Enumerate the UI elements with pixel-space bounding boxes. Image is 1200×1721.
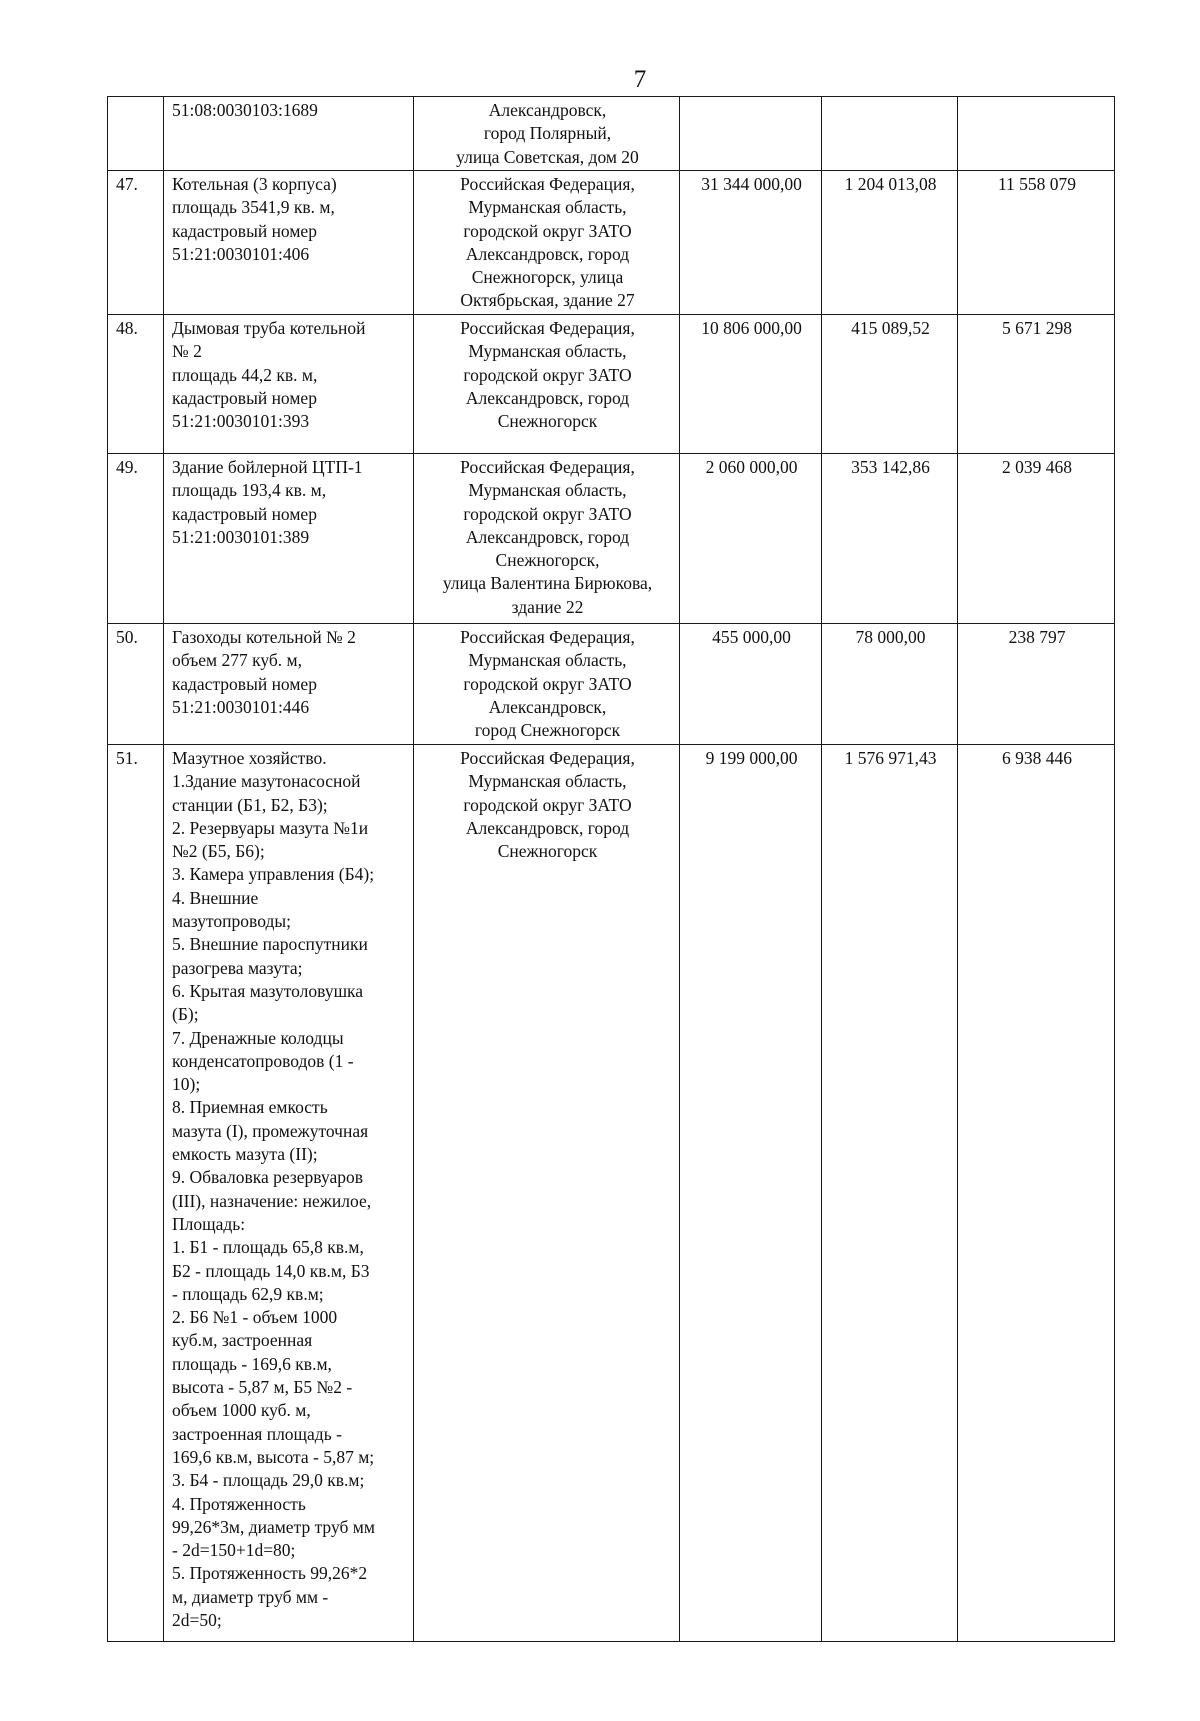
description-line: 169,6 кв.м, высота - 5,87 м; — [172, 1446, 375, 1467]
description-line: №2 (Б5, Б6); — [172, 841, 265, 862]
address-line: здание 22 — [511, 596, 584, 617]
value-2: 78 000,00 — [822, 624, 958, 745]
address-line: Александровск, город — [465, 817, 630, 838]
row-number: 49. — [108, 454, 164, 624]
object-address — [414, 315, 680, 454]
value-3: 2 039 468 — [958, 454, 1115, 624]
object-description — [164, 454, 414, 624]
table-row — [108, 171, 1115, 315]
table-row — [108, 745, 1115, 1642]
description-line: 4. Внешние — [172, 887, 259, 908]
description-line: застроенная площадь - — [172, 1423, 342, 1444]
row-number: 50. — [108, 624, 164, 745]
description-line: 5. Протяженность 99,26*2 — [172, 1563, 368, 1584]
address-line: Снежногорск — [497, 841, 598, 862]
description-line: 51:21:0030101:389 — [172, 526, 310, 547]
description-line: объем 277 куб. м, — [172, 650, 302, 671]
description-line: 3. Б4 - площадь 29,0 кв.м; — [172, 1470, 365, 1491]
address-line: Мурманская область, — [468, 650, 627, 671]
table-row — [108, 454, 1115, 624]
object-address — [414, 624, 680, 745]
address-line: Александровск, — [488, 696, 607, 717]
description-line: мазутопроводы; — [172, 911, 291, 932]
address-line: улица Валентина Бирюкова, — [442, 573, 653, 594]
description-line: объем 1000 куб. м, — [172, 1400, 311, 1421]
value-1: 10 806 000,00 — [680, 315, 822, 454]
description-line: 1.Здание мазутонасосной — [172, 771, 361, 792]
value-3: 6 938 446 — [958, 745, 1115, 1642]
description-line: 7. Дренажные колодцы — [172, 1027, 344, 1048]
description-line: кадастровый номер — [172, 673, 317, 694]
value-2: 415 089,52 — [822, 315, 958, 454]
description-line: 2d=50; — [172, 1609, 222, 1630]
table-row — [108, 315, 1115, 454]
address-line: Российская Федерация, — [460, 748, 635, 768]
description-line: 5. Внешние пароспутники — [172, 934, 368, 955]
address-line: Снежногорск — [497, 411, 598, 432]
object-description — [164, 624, 414, 745]
object-address — [414, 454, 680, 624]
object-address — [414, 745, 680, 1642]
property-table — [107, 96, 1115, 1642]
description-line: емкость мазута (II); — [172, 1144, 318, 1165]
description-line: высота - 5,87 м, Б5 №2 - — [172, 1377, 353, 1398]
address-line: Снежногорск, улица — [471, 267, 624, 288]
address-line: Мурманская область, — [468, 341, 627, 362]
description-line: 3. Камера управления (Б4); — [172, 864, 375, 885]
value-3: 5 671 298 — [958, 315, 1115, 454]
value-1: 2 060 000,00 — [680, 454, 822, 624]
description-line: 51:21:0030101:406 — [172, 243, 310, 264]
address-line: Российская Федерация, — [460, 318, 635, 338]
description-line: куб.м, застроенная — [172, 1330, 313, 1351]
value-3: 11 558 079 — [958, 171, 1115, 315]
description-line: Здание бойлерной ЦТП-1 — [172, 457, 363, 477]
address-line: Александровск, город — [465, 243, 630, 264]
description-line: кадастровый номер — [172, 503, 317, 524]
value-1: 9 199 000,00 — [680, 745, 822, 1642]
object-description — [164, 745, 414, 1642]
description-line: 51:21:0030101:446 — [172, 696, 310, 717]
description-line: станции (Б1, Б2, Б3); — [172, 794, 328, 815]
description-line: 4. Протяженность — [172, 1493, 306, 1514]
address-line: Российская Федерация, — [460, 627, 635, 647]
value-3: 238 797 — [958, 624, 1115, 745]
value-2 — [822, 97, 958, 171]
description-line: Площадь: — [172, 1213, 246, 1234]
value-2: 1 576 971,43 — [822, 745, 958, 1642]
address-line: Александровск, город — [465, 526, 630, 547]
address-line: Снежногорск, — [495, 550, 600, 571]
value-2: 353 142,86 — [822, 454, 958, 624]
description-line: - площадь 62,9 кв.м; — [172, 1283, 324, 1304]
value-1: 455 000,00 — [680, 624, 822, 745]
description-line: (III), назначение: нежилое, — [172, 1190, 372, 1211]
description-line: Б2 - площадь 14,0 кв.м, Б3 — [172, 1260, 370, 1281]
row-number: 47. — [108, 171, 164, 315]
description-line: разогрева мазута; — [172, 957, 303, 978]
value-1 — [680, 97, 822, 171]
address-line: городской округ ЗАТО — [463, 220, 632, 241]
address-line: Мурманская область, — [468, 197, 627, 218]
description-line: 8. Приемная емкость — [172, 1097, 328, 1118]
address-line: улица Советская, дом 20 — [456, 146, 639, 167]
description-line: м, диаметр труб мм - — [172, 1586, 329, 1607]
description-line: 9. Обваловка резервуаров — [172, 1167, 363, 1188]
description-line: мазута (I), промежуточная — [172, 1120, 369, 1141]
table-row — [108, 624, 1115, 745]
description-line: Газоходы котельной № 2 — [172, 627, 356, 647]
object-address — [414, 171, 680, 315]
description-line: Дымовая труба котельной — [172, 318, 366, 338]
object-address — [414, 97, 680, 171]
row-number: 48. — [108, 315, 164, 454]
address-line: городской округ ЗАТО — [463, 364, 632, 385]
object-description — [164, 315, 414, 454]
description-line: 99,26*3м, диаметр труб мм — [172, 1516, 375, 1537]
description-line: 10); — [172, 1074, 201, 1095]
description-line: 51:21:0030101:393 — [172, 411, 310, 432]
address-line: городской округ ЗАТО — [463, 503, 632, 524]
description-line: кадастровый номер — [172, 387, 317, 408]
address-line: Александровск, город — [465, 387, 630, 408]
description-line: площадь - 169,6 кв.м, — [172, 1353, 332, 1374]
description-line: площадь 44,2 кв. м, — [172, 364, 318, 385]
description-line: (Б); — [172, 1004, 199, 1025]
address-line: Мурманская область, — [468, 480, 627, 501]
address-line: Мурманская область, — [468, 771, 627, 792]
description-line: 51:08:0030103:1689 — [172, 100, 318, 120]
value-2: 1 204 013,08 — [822, 171, 958, 315]
address-line: Российская Федерация, — [460, 457, 635, 477]
description-line: 1. Б1 - площадь 65,8 кв.м, — [172, 1237, 364, 1258]
address-line: городской округ ЗАТО — [463, 794, 632, 815]
address-line: город Снежногорск — [474, 720, 621, 741]
description-line: конденсатопроводов (1 - — [172, 1050, 354, 1071]
description-line: площадь 193,4 кв. м, — [172, 480, 327, 501]
address-line: Российская Федерация, — [460, 174, 635, 194]
object-description — [164, 171, 414, 315]
description-line: - 2d=150+1d=80; — [172, 1540, 296, 1561]
address-line: городской округ ЗАТО — [463, 673, 632, 694]
description-line: кадастровый номер — [172, 220, 317, 241]
table-row — [108, 97, 1115, 171]
description-line: 2. Б6 №1 - объем 1000 — [172, 1307, 338, 1328]
description-line: Мазутное хозяйство. — [172, 748, 327, 768]
address-line: Октябрьская, здание 27 — [460, 290, 635, 311]
address-line: город Полярный, — [483, 123, 612, 144]
description-line: 2. Резервуары мазута №1и — [172, 817, 369, 838]
row-number: 51. — [108, 745, 164, 1642]
description-line: № 2 — [172, 341, 202, 362]
object-description — [164, 97, 414, 171]
description-line: Котельная (3 корпуса) — [172, 174, 337, 194]
value-3 — [958, 97, 1115, 171]
description-line: площадь 3541,9 кв. м, — [172, 197, 335, 218]
address-line: Александровск, — [488, 100, 607, 120]
row-number — [108, 97, 164, 171]
value-1: 31 344 000,00 — [680, 171, 822, 315]
page-number: 7 — [633, 66, 647, 93]
description-line: 6. Крытая мазутоловушка — [172, 980, 364, 1001]
